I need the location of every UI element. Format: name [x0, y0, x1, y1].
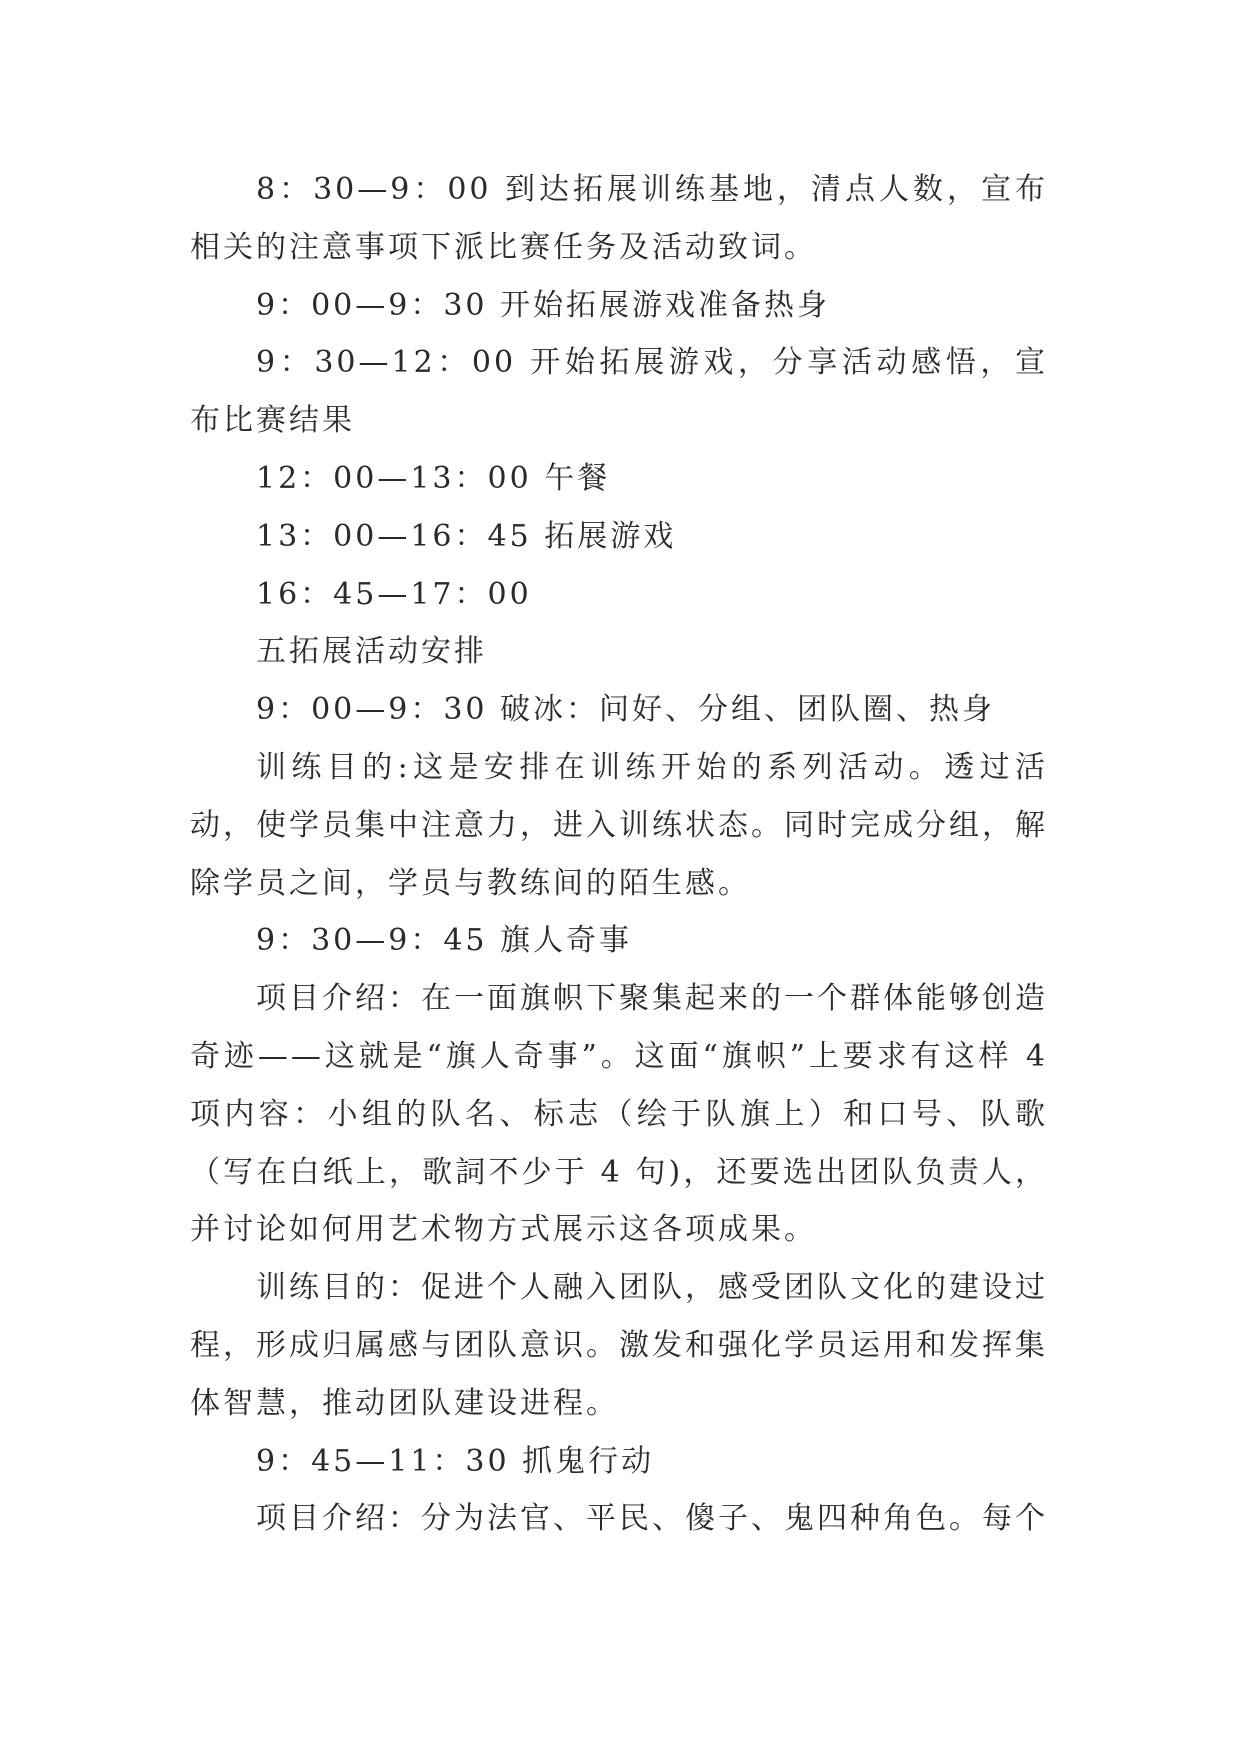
schedule-item-morning-games: 9：30—12：00 开始拓展游戏，分享活动感悟，宣布比赛结果: [190, 345, 1048, 439]
activity-icebreaker: 9：00—9：30 破冰：问好、分组、团队圈、热身: [256, 692, 996, 728]
schedule-item-lunch: 12：00—13：00 午餐: [256, 460, 611, 496]
activity-ghost-hunt: 9：45—11：30 抓鬼行动: [256, 1443, 655, 1479]
flag-goal: 训练目的：促进个人融入团队，感受团队文化的建设过程，形成归属感与团队意识。激发和强化学员运用和发挥集体智慧，推动团队建设进程。: [190, 1270, 1048, 1421]
flag-intro: 项目介绍：在一面旗帜下聚集起来的一个群体能够创造奇迹——这就是“旗人奇事”。这面“旗帜”上要求有这样 4 项内容：小组的队名、标志（绘于队旗上）和口号、队歌（写在白纸上，歌詞不少于 4 句)，还要选出团队负责人，并讨论如何用艺术物方式展示这各项成果。: [190, 981, 1048, 1248]
document-body: [190, 161, 1048, 1548]
activity-flag: 9：30—9：45 旗人奇事: [256, 923, 633, 959]
schedule-item-arrival: 8：30—9：00 到达拓展训练基地，清点人数，宣布相关的注意事项下派比赛任务及活动致词。: [190, 172, 1048, 265]
section-heading: 五拓展活动安排: [256, 634, 487, 670]
schedule-item-afternoon-games: 13：00—16：45 拓展游戏: [256, 518, 677, 554]
ghost-hunt-intro: 项目介绍：分为法官、平民、傻子、鬼四种角色。每个: [256, 1501, 1048, 1537]
icebreaker-goal: 训练目的:这是安排在训练开始的系列活动。透过活动，使学员集中注意力，进入训练状态。同时完成分组，解除学员之间，学员与教练间的陌生感。: [190, 749, 1048, 901]
schedule-item-warmup: 9：00—9：30 开始拓展游戏准备热身: [256, 287, 831, 323]
schedule-item-closing: 16：45—17：00: [256, 576, 532, 612]
